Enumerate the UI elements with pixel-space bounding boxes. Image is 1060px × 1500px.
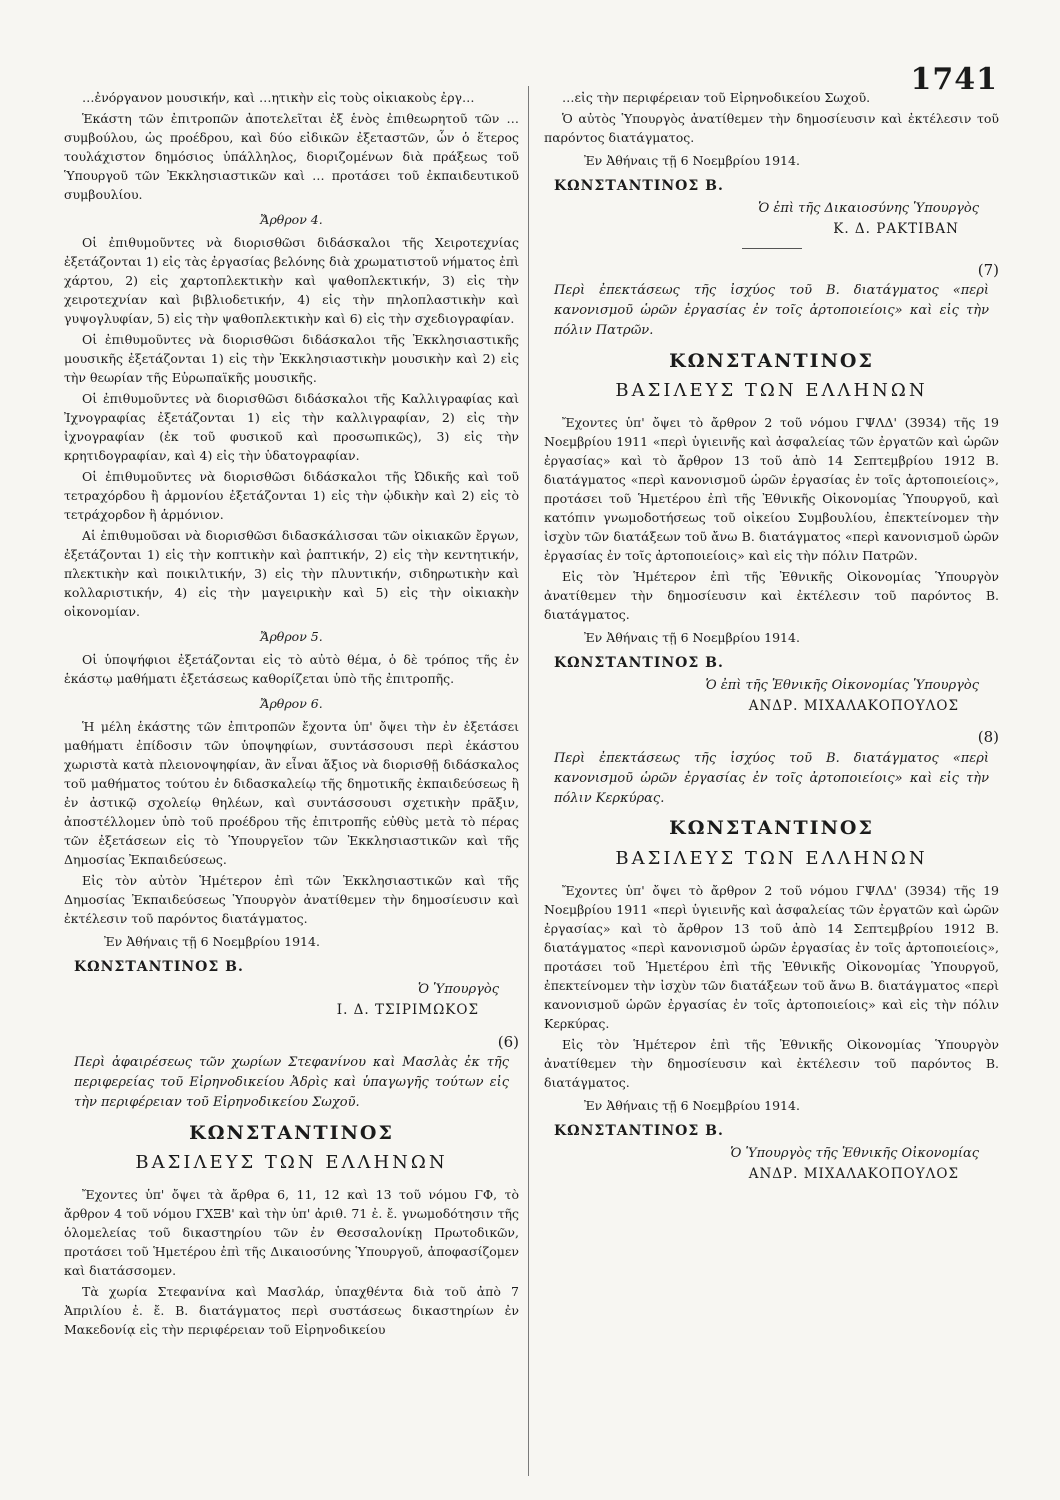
minister-role: Ὁ Ὑπουργὸς: [417, 982, 499, 998]
minister-role: Ὁ ἐπὶ τῆς Ἐθνικῆς Οἰκονομίας Ὑπουργὸς: [705, 678, 979, 694]
minister-signature: ΑΝΔΡ. ΜΙΧΑΛΑΚΟΠΟΥΛΟΣ: [748, 697, 959, 714]
paragraph: Ἑκάστη τῶν ἐπιτροπῶν ἀποτελεῖται ἐξ ἑνὸς ἐπιθεωρητοῦ τῶν … συμβούλου, ὡς προέδρου, καὶ δύο εἰδικῶν ἐξεταστῶν, ὧν ὁ ἕτερος τουλάχιστον δημόσιος ὑπάλληλος, διοριζομένων διὰ πράξεως τοῦ Ὑπουργοῦ τῶν Ἐκκλησιαστικῶν καὶ … προτάσει τοῦ ἐκπαιδευτικοῦ συμβουλίου.: [64, 111, 519, 202]
king-signature: ΚΩΝΣΤΑΝΤΙΝΟΣ Β.: [554, 654, 724, 671]
paragraph: Εἰς τὸν Ἡμέτερον ἐπὶ τῆς Ἐθνικῆς Οἰκονομίας Ὑπουργὸν ἀνατίθεμεν τὴν δημοσίευσιν καὶ ἐκτέλεσιν τοῦ παρόντος Β. διατάγματος.: [544, 568, 999, 622]
left-column: [64, 88, 519, 1468]
paragraph: …ἐνόργανον μουσικήν, καὶ …ητικὴν εἰς τοὺς οἰκιακοὺς ἐργ…: [82, 90, 475, 105]
date-line: Ἐν Ἀθήναις τῇ 6 Νοεμβρίου 1914.: [584, 629, 800, 645]
paragraph: Ἡ μέλη ἑκάστης τῶν ἐπιτροπῶν ἔχοντα ὑπ' ὄψει τὴν ἐν ἐξετάσει μαθήματι ἐπίδοσιν τῶν ὑποψηφίων, συντάσσουσι περὶ ἑκάστου χωριστὰ κατὰ πλειονοψηφίαν, ἂν εἶναι ἄξιος νὰ διορισθῇ διδάσκαλος τοῦ μαθήματος τούτου ἐν διδασκαλείῳ τῆς δημοτικῆς ἐκπαιδεύσεως ἢ ἐν ἀστικῷ σχολείῳ θηλέων, καὶ συντάσσουσι σχετικὴν πρᾶξιν, ἀποστέλλομεν ὑπὸ τοῦ προέδρου τῆς ἐπιτροπῆς εὐθὺς μετὰ τὸ πέρας τῶν ἐξετάσεων εἰς τὸ Ὑπουργεῖον τῶν Ἐκκλησιαστικῶν καὶ τῆς Δημοσίας Ἐκπαιδεύσεως.: [64, 719, 519, 867]
king-signature: ΚΩΝΣΤΑΝΤΙΝΟΣ Β.: [554, 178, 724, 194]
decree-title: Περὶ ἐπεκτάσεως τῆς ἰσχύος τοῦ Β. διατάγματος «περὶ κανονισμοῦ ὡρῶν ἐργασίας ἐν τοῖς ἀρτοποιείοις» καὶ εἰς τὴν πόλιν Πατρῶν.: [554, 283, 989, 338]
page-number: 1741: [910, 62, 998, 97]
paragraph: Εἰς τὸν αὐτὸν Ἡμέτερον ἐπὶ τῶν Ἐκκλησιαστικῶν καὶ τῆς Δημοσίας Ἐκπαιδεύσεως Ὑπουργὸν ἀνατίθεμεν τὴν δημοσίευσιν καὶ ἐκτέλεσιν τοῦ παρόντος διατάγματος.: [64, 873, 519, 926]
article-heading: Ἄρθρον 6.: [260, 696, 323, 711]
minister-signature: Ι. Δ. ΤΣΙΡΙΜΩΚΟΣ: [336, 1002, 479, 1019]
article-heading: Ἄρθρον 4.: [260, 212, 323, 227]
paragraph: Αἱ ἐπιθυμοῦσαι νὰ διορισθῶσι διδασκάλισσαι τῶν οἰκιακῶν ἔργων, ἐξετάζονται 1) εἰς τὴν κοπτικὴν καὶ ῥαπτικήν, 2) εἰς τὴν κεντητικήν, πλεκτικὴν καὶ ποικιλτικήν, 3) εἰς τὴν πλυντικήν, σιδηρωτικὴν καὶ κολλαριστικήν, 4) εἰς τὴν μαγειρικὴν καὶ 5) εἰς τὴν οἰκιακὴν οἰκονομίαν.: [64, 528, 519, 619]
king-subtitle: ΒΑΣΙΛΕΥΣ ΤΩΝ ΕΛΛΗΝΩΝ: [615, 380, 928, 402]
decree-title: Περὶ ἀφαιρέσεως τῶν χωρίων Στεφανίνου καὶ Μασλὰς ἐκ τῆς περιφερείας τοῦ Εἰρηνοδικείου Ἀδρὶς καὶ ὑπαγωγῆς τούτων εἰς τὴν περιφέρειαν τοῦ Εἰρηνοδικείου Σωχοῦ.: [74, 1055, 509, 1110]
decree-title: Περὶ ἐπεκτάσεως τῆς ἰσχύος τοῦ Β. διατάγματος «περὶ κανονισμοῦ ὡρῶν ἐργασίας ἐν τοῖς ἀρτοποιείοις» καὶ εἰς τὴν πόλιν Κερκύρας.: [554, 751, 989, 806]
paragraph: Εἰς τὸν Ἡμέτερον ἐπὶ τῆς Ἐθνικῆς Οἰκονομίας Ὑπουργὸν ἀνατίθεμεν τὴν δημοσίευσιν καὶ ἐκτέλεσιν τοῦ παρόντος Β. διατάγματος.: [544, 1036, 999, 1090]
minister-signature: ΑΝΔΡ. ΜΙΧΑΛΑΚΟΠΟΥΛΟΣ: [748, 1165, 959, 1182]
minister-role: Ὁ Ὑπουργὸς τῆς Ἐθνικῆς Οἰκονομίας: [730, 1145, 979, 1161]
king-title: ΚΩΝΣΤΑΝΤΙΝΟΣ: [669, 817, 874, 840]
minister-role: Ὁ ἐπὶ τῆς Δικαιοσύνης Ὑπουργὸς: [758, 201, 979, 217]
paragraph: Ἔχοντες ὑπ' ὄψει τὸ ἄρθρον 2 τοῦ νόμου ΓΨΛΔ' (3934) τῆς 19 Νοεμβρίου 1911 «περὶ ὑγιεινῆς καὶ ἀσφαλείας τῶν ἐργατῶν καὶ ὡρῶν ἐργασίας» καὶ τὸ ἄρθρον 13 τοῦ ἀπὸ 14 Σεπτεμβρίου 1912 Β. διατάγματος «περὶ κανονισμοῦ ὡρῶν ἐργασίας ἐν τοῖς ἀρτοποιείοις», προτάσει τοῦ Ἡμετέρου ἐπὶ τῆς Ἐθνικῆς Οἰκονομίας Ὑπουργοῦ, καὶ κατόπιν γνωμοδοτήσεως τοῦ οἰκείου Συμβουλίου, ἐπεκτείνομεν τὴν ἰσχὺν τῶν διατάξεων τοῦ ἄνω Β. διατάγματος «περὶ κανονισμοῦ ὡρῶν ἐργασίας ἐν τοῖς ἀρτοποιείοις» καὶ εἰς τὴν πόλιν Πατρῶν.: [544, 414, 999, 563]
column-divider: [528, 86, 529, 1476]
decree-number: (8): [977, 728, 999, 747]
article-heading: Ἄρθρον 5.: [260, 629, 323, 644]
right-column: [544, 88, 999, 1468]
paragraph: Οἱ ἐπιθυμοῦντες νὰ διορισθῶσι διδάσκαλοι τῆς Ἐκκλησιαστικῆς μουσικῆς ἐξετάζονται 1) εἰς τὴν Ἐκκλησιαστικὴν μουσικὴν καὶ 2) εἰς τὴν θεωρίαν τῆς Εὐρωπαϊκῆς μουσικῆς.: [64, 332, 519, 385]
paragraph: Ἔχοντες ὑπ' ὄψει τὸ ἄρθρον 2 τοῦ νόμου ΓΨΛΔ' (3934) τῆς 19 Νοεμβρίου 1911 «περὶ ὑγιεινῆς καὶ ἀσφαλείας τῶν ἐργατῶν καὶ ὡρῶν ἐργασίας» καὶ τὸ ἄρθρον 13 τοῦ ἀπὸ 14 Σεπτεμβρίου 1912 Β. διατάγματος «περὶ κανονισμοῦ ὡρῶν ἐργασίας ἐν τοῖς ἀρτοποιείοις», προτάσει τοῦ Ἡμετέρου ἐπὶ τῆς Ἐθνικῆς Οἰκονομίας Ὑπουργοῦ, ἐπεκτείνομεν τὴν ἰσχὺν τῶν διατάξεων τοῦ ἄνω Β. διατάγματος «περὶ κανονισμοῦ ὡρῶν ἐργασίας ἐν τοῖς ἀρτοποιείοις» καὶ εἰς τὴν πόλιν Κερκύρας.: [544, 882, 999, 1031]
king-subtitle: ΒΑΣΙΛΕΥΣ ΤΩΝ ΕΛΛΗΝΩΝ: [615, 848, 928, 870]
paragraph: Οἱ ἐπιθυμοῦντες νὰ διορισθῶσι διδάσκαλοι τῆς Χειροτεχνίας ἐξετάζονται 1) εἰς τὰς ἐργασίας βελόνης διὰ χρωματιστοῦ νήματος ἐπὶ χάρτου, 2) εἰς χαρτοπλεκτικὴν καὶ ψαθοπλεκτικήν, 3) εἰς τὴν χειροτεχνίαν καὶ βιβλιοδετικήν, 4) εἰς τὴν πηλοπλαστικὴν καὶ γυψογλυφίαν, 5) εἰς τὴν ψαθοπλεκτικὴν καὶ 6) εἰς τὴν σχεδιογραφίαν.: [64, 235, 519, 326]
king-signature: ΚΩΝΣΤΑΝΤΙΝΟΣ Β.: [74, 959, 244, 975]
king-title: ΚΩΝΣΤΑΝΤΙΝΟΣ: [189, 1121, 394, 1144]
date-line: Ἐν Ἀθήναις τῇ 6 Νοεμβρίου 1914.: [584, 153, 800, 168]
paragraph: Ὁ αὐτὸς Ὑπουργὸς ἀνατίθεμεν τὴν δημοσίευσιν καὶ ἐκτέλεσιν τοῦ παρόντος διατάγματος.: [544, 111, 999, 145]
king-signature: ΚΩΝΣΤΑΝΤΙΝΟΣ Β.: [554, 1122, 724, 1139]
separator-rule: [742, 248, 802, 249]
paragraph: Οἱ ἐπιθυμοῦντες νὰ διορισθῶσι διδάσκαλοι τῆς Ὠδικῆς καὶ τοῦ τετραχόρδου ἢ ἁρμονίου ἐξετάζονται 1) εἰς τὴν ᾠδικὴν καὶ 2) εἰς τὸ τετράχορδον ἢ ἁρμόνιον.: [64, 469, 519, 522]
paragraph: Ἔχοντες ὑπ' ὄψει τὰ ἄρθρα 6, 11, 12 καὶ 13 τοῦ νόμου ΓΦ, τὸ ἄρθρον 4 τοῦ νόμου ΓΧΞΒ' καὶ τὴν ὑπ' ἀριθ. 71 ἐ. ἔ. γνωμοδότησιν τῆς ὁλομελείας τοῦ δικαστηρίου τῶν ἐν Θεσσαλονίκῃ Πρωτοδικῶν, προτάσει τοῦ Ἡμετέρου ἐπὶ τῆς Δικαιοσύνης Ὑπουργοῦ, ἀποφασίζομεν καὶ διατάσσομεν.: [64, 1186, 519, 1278]
date-line: Ἐν Ἀθήναις τῇ 6 Νοεμβρίου 1914.: [104, 934, 320, 949]
minister-signature: Κ. Δ. ΡΑΚΤΙΒΑΝ: [833, 221, 959, 238]
paragraph: Οἱ ἐπιθυμοῦντες νὰ διορισθῶσι διδάσκαλοι τῆς Καλλιγραφίας καὶ Ἰχνογραφίας ἐξετάζονται 1) εἰς τὴν καλλιγραφίαν, 2) εἰς τὴν ἰχνογραφίαν (ἐκ τοῦ φυσικοῦ καὶ προσωπικῶς), 3) εἰς τὴν κρητιδογραφίαν, καὶ 4) εἰς τὴν ὑδατογραφίαν.: [64, 391, 519, 463]
paragraph: Οἱ ὑποψήφιοι ἐξετάζονται εἰς τὸ αὐτὸ θέμα, ὁ δὲ τρόπος τῆς ἐν ἑκάστῳ μαθήματι ἐξετάσεως καθορίζεται ὑπὸ τῆς ἐπιτροπῆς.: [64, 652, 519, 686]
paragraph: Τὰ χωρία Στεφανίνα καὶ Μασλάρ, ὑπαχθέντα διὰ τοῦ ἀπὸ 7 Ἀπριλίου ἐ. ἔ. Β. διατάγματος περὶ συστάσεως δικαστηρίων ἐν Μακεδονίᾳ εἰς τὴν περιφέρειαν τοῦ Εἰρηνοδικείου: [64, 1283, 519, 1337]
paragraph: …εἰς τὴν περιφέρειαν τοῦ Εἰρηνοδικείου Σωχοῦ.: [562, 90, 871, 105]
decree-number: (6): [497, 1032, 519, 1051]
date-line: Ἐν Ἀθήναις τῇ 6 Νοεμβρίου 1914.: [584, 1097, 800, 1113]
king-title: ΚΩΝΣΤΑΝΤΙΝΟΣ: [669, 349, 874, 372]
decree-number: (7): [977, 260, 999, 279]
king-subtitle: ΒΑΣΙΛΕΥΣ ΤΩΝ ΕΛΛΗΝΩΝ: [135, 1152, 448, 1174]
